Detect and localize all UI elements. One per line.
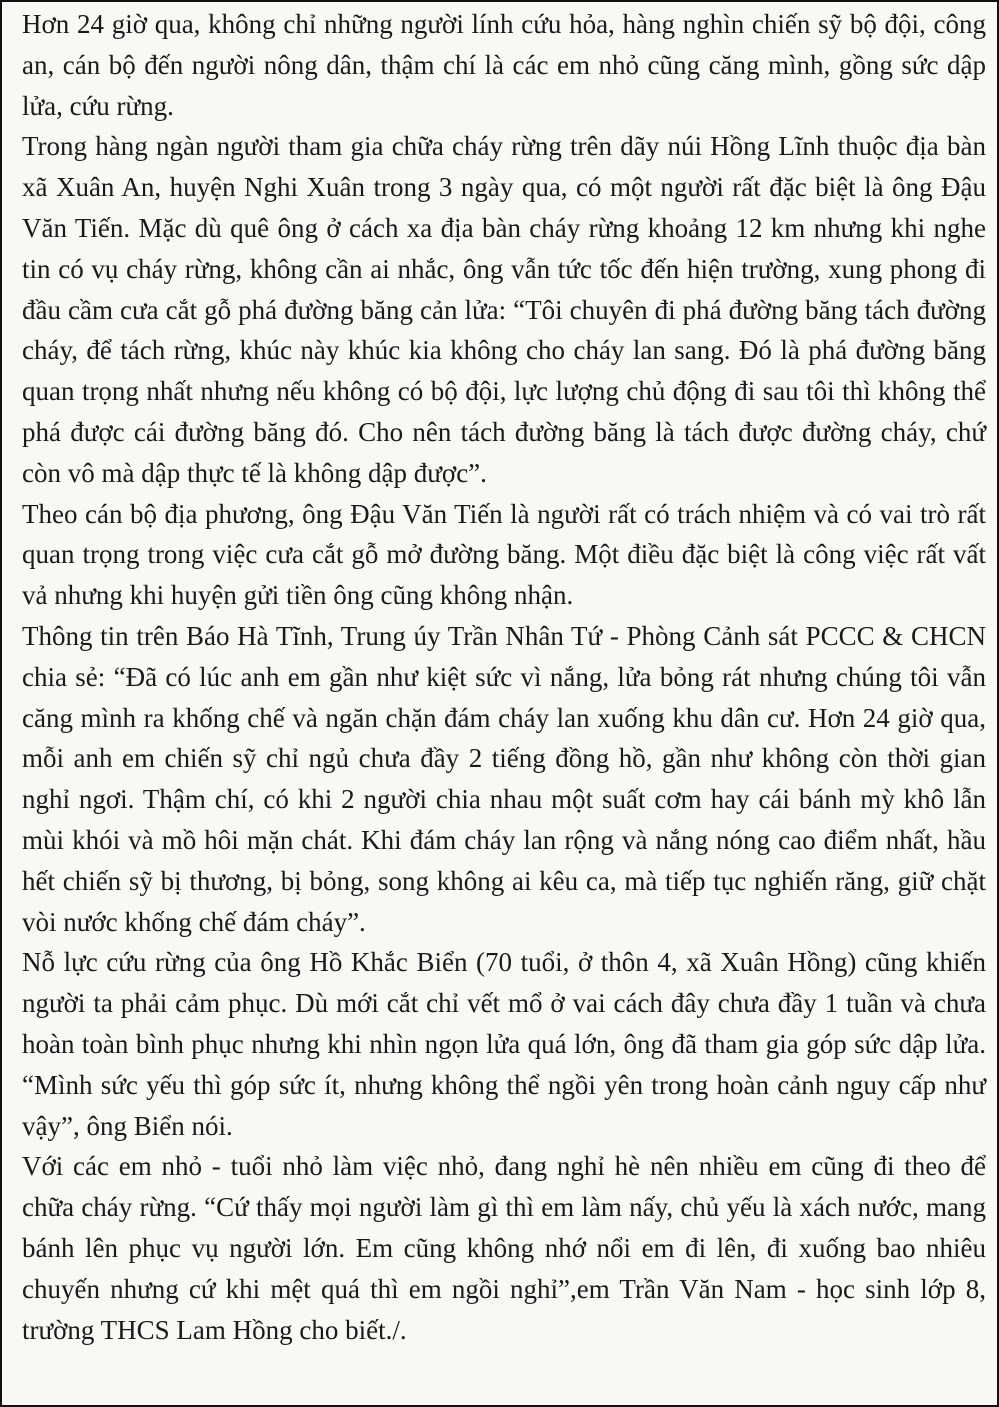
article-body	[22, 4, 986, 1350]
article-paragraph-1: Hơn 24 giờ qua, không chỉ những người lính cứu hỏa, hàng nghìn chiến sỹ bộ đội, công an, cán bộ đến người nông dân, thậm chí là các em nhỏ cũng căng mình, gồng sức dập lửa, cứu rừng.	[22, 9, 986, 121]
article-paragraph-5: Nỗ lực cứu rừng của ông Hồ Khắc Biển (70 tuổi, ở thôn 4, xã Xuân Hồng) cũng khiến người ta phải cảm phục. Dù mới cắt chỉ vết mổ ở vai cách đây chưa đầy 1 tuần và chưa hoàn toàn bình phục nhưng khi nhìn ngọn lửa quá lớn, ông đã tham gia góp sức dập lửa. “Mình sức yếu thì góp sức ít, nhưng không thể ngồi yên trong hoàn cảnh nguy cấp như vậy”, ông Biển nói.	[22, 947, 986, 1141]
article-paragraph-6: Với các em nhỏ - tuổi nhỏ làm việc nhỏ, đang nghỉ hè nên nhiều em cũng đi theo để chữa cháy rừng. “Cứ thấy mọi người làm gì thì em làm nấy, chủ yếu là xách nước, mang bánh lên phục vụ người lớn. Em cũng không nhớ nổi em đi lên, đi xuống bao nhiêu chuyến nhưng cứ khi mệt quá thì em ngồi nghỉ”,em Trần Văn Nam - học sinh lớp 8, trường THCS Lam Hồng cho biết./.	[22, 1151, 986, 1345]
article-paragraph-2: Trong hàng ngàn người tham gia chữa cháy rừng trên dãy núi Hồng Lĩnh thuộc địa bàn xã Xuân An, huyện Nghi Xuân trong 3 ngày qua, có một người rất đặc biệt là ông Đậu Văn Tiến. Mặc dù quê ông ở cách xa địa bàn cháy rừng khoảng 12 km nhưng khi nghe tin có vụ cháy rừng, không cần ai nhắc, ông vẫn tức tốc đến hiện trường, xung phong đi đầu cầm cưa cắt gỗ phá đường băng cản lửa: “Tôi chuyên đi phá đường băng tách đường cháy, để tách rừng, khúc này khúc kia không cho cháy lan sang. Đó là phá đường băng quan trọng nhất nhưng nếu không có bộ đội, lực lượng chủ động đi sau tôi thì không thể phá được cái đường băng đó. Cho nên tách đường băng là tách được đường cháy, chứ còn vô mà dập thực tế là không dập được”.	[22, 131, 986, 488]
article-paragraph-3: Theo cán bộ địa phương, ông Đậu Văn Tiến là người rất có trách nhiệm và có vai trò rất quan trọng trong việc cưa cắt gỗ mở đường băng. Một điều đặc biệt là công việc rất vất vả nhưng khi huyện gửi tiền ông cũng không nhận.	[22, 498, 986, 611]
article-paragraph-4: Thông tin trên Báo Hà Tĩnh, Trung úy Trần Nhân Tứ - Phòng Cảnh sát PCCC & CHCN chia sẻ: “Đã có lúc anh em gần như kiệt sức vì nắng, lửa bỏng rát nhưng chúng tôi vẫn căng mình ra khống chế và ngăn chặn đám cháy lan xuống khu dân cư. Hơn 24 giờ qua, mỗi anh em chiến sỹ chỉ ngủ chưa đầy 2 tiếng đồng hồ, gần như không còn thời gian nghỉ ngơi. Thậm chí, có khi 2 người chia nhau một suất cơm hay cái bánh mỳ khô lẫn mùi khói và mồ hôi mặn chát. Khi đám cháy lan rộng và nắng nóng cao điểm nhất, hầu hết chiến sỹ bị thương, bị bỏng, song không ai kêu ca, mà tiếp tục nghiến răng, giữ chặt vòi nước khống chế đám cháy”.	[22, 620, 986, 937]
